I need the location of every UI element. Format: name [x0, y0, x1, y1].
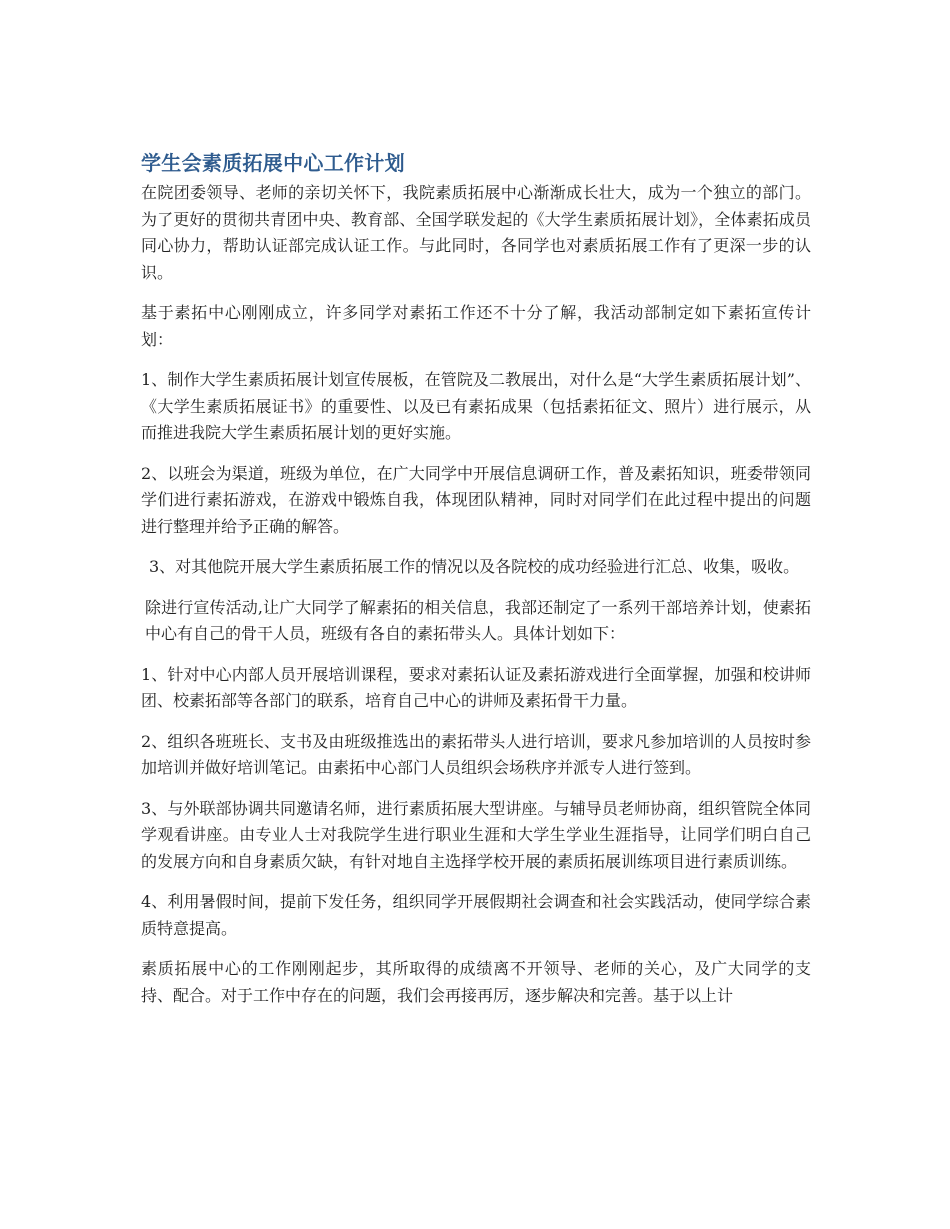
paragraph-training-item-4: 4、利用暑假时间，提前下发任务，组织同学开展假期社会调查和社会实践活动，使同学综合素质特意提高。 [141, 892, 811, 938]
paragraph-publicity-item-2: 2、以班会为渠道，班级为单位，在广大同学中开展信息调研工作，普及素拓知识，班委带领同学们进行素拓游戏，在游戏中锻炼自我，体现团队精神，同时对同学们在此过程中提出的问题进行整理并给予正确的解答。 [141, 463, 811, 536]
paragraph-conclusion: 素质拓展中心的工作刚刚起步，其所取得的成绩离不开领导、老师的关心，及广大同学的支持、配合。对于工作中存在的问题，我们会再接再厉，逐步解决和完善。基于以上计 [141, 959, 811, 1005]
document-title: 学生会素质拓展中心工作计划 [141, 151, 405, 175]
paragraph-publicity-item-1: 1、制作大学生素质拓展计划宣传展板，在管院及二教展出，对什么是“大学生素质拓展计划”、《大学生素质拓展证书》的重要性、以及已有素拓成果（包括素拓征文、照片）进行展示，从而推进我院大学生素质拓展计划的更好实施。 [141, 370, 811, 442]
paragraph-training-plan: 除进行宣传活动,让广大同学了解素拓的相关信息，我部还制定了一系列干部培养计划，使素拓中心有自己的骨干人员，班级有各自的素拓带头人。具体计划如下： [145, 597, 811, 643]
paragraph-training-item-3: 3、与外联部协调共同邀请名师，进行素质拓展大型讲座。与辅导员老师协商，组织管院全体同学观看讲座。由专业人士对我院学生进行职业生涯和大学生学业生涯指导，让同学们明白自己的发展方向和自身素质欠缺，有针对地自主选择学校开展的素质拓展训练项目进行素质训练。 [141, 798, 811, 871]
paragraph-intro: 在院团委领导、老师的亲切关怀下，我院素质拓展中心渐渐成长壮大，成为一个独立的部门。为了更好的贯彻共青团中央、教育部、全国学联发起的《大学生素质拓展计划》，全体素拓成员同心协力，帮助认证部完成认证工作。与此同时，各同学也对素质拓展工作有了更深一步的认识。 [141, 183, 811, 282]
paragraph-training-item-2: 2、组织各班班长、支书及由班级推选出的素拓带头人进行培训，要求凡参加培训的人员按时参加培训并做好培训笔记。由素拓中心部门人员组织会场秩序并派专人进行签到。 [141, 731, 811, 777]
paragraph-publicity-plan: 基于素拓中心刚刚成立，许多同学对素拓工作还不十分了解，我活动部制定如下素拓宣传计划： [141, 303, 811, 349]
paragraph-training-item-1: 1、针对中心内部人员开展培训课程，要求对素拓认证及素拓游戏进行全面掌握，加强和校讲师团、校素拓部等各部门的联系，培育自己中心的讲师及素拓骨干力量。 [141, 664, 811, 710]
document-page [141, 148, 811, 1023]
paragraph-publicity-item-3: 3、对其他院开展大学生素质拓展工作的情况以及各院校的成功经验进行汇总、收集，吸收。 [149, 557, 800, 576]
